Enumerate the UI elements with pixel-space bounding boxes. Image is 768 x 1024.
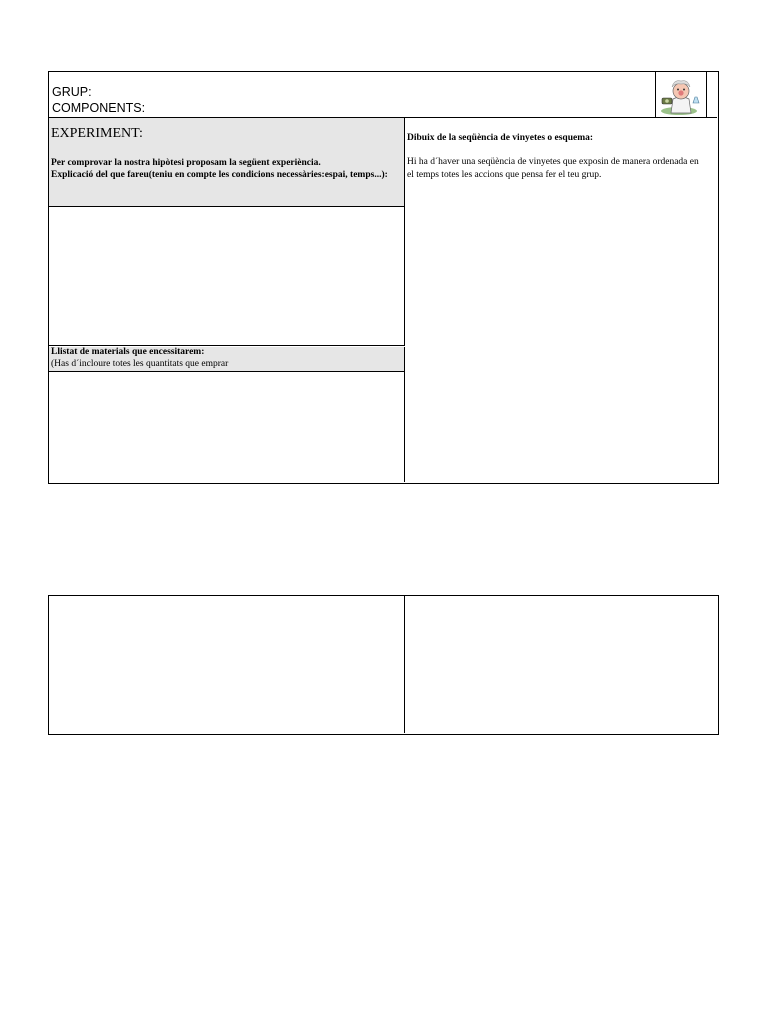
experiment-explanation-prompt: Explicació del que fareu(teniu en compte les condicions necessàries:espai, temps...): [51, 170, 388, 180]
experiment-title: EXPERIMENT: [51, 126, 143, 141]
drawing-instruction: Hi ha d´haver una seqüència de vinyetes que exposin de manera ordenada en el temps totes les accions que pensa fer el teu grup. [407, 157, 699, 180]
experiment-answer-box[interactable] [49, 207, 405, 346]
continuation-left-cell[interactable] [49, 596, 405, 733]
materials-section-header [49, 347, 405, 372]
drawing-answer-box[interactable] [405, 118, 717, 482]
components-label: COMPONENTS: [52, 101, 146, 115]
experiment-worksheet [48, 71, 719, 484]
drawing-title: Dibuix de la seqüència de vinyetes o esquema: [407, 133, 594, 143]
scientist-cartoon-icon [657, 73, 705, 117]
continuation-right-cell[interactable] [405, 596, 717, 733]
materials-note: (Has d´incloure totes les quantitats que emprar [51, 359, 229, 369]
experiment-section-header [49, 118, 405, 207]
materials-title: Llistat de materials que encessitarem: [51, 347, 205, 357]
continuation-table [48, 595, 719, 735]
grup-label: GRUP: [52, 85, 92, 99]
materials-answer-box[interactable] [49, 372, 405, 482]
group-header-row [49, 72, 717, 118]
logo-cell [655, 72, 707, 118]
experiment-hypothesis-text: Per comprovar la nostra hipòtesi proposam la següent experiència. [51, 158, 321, 168]
